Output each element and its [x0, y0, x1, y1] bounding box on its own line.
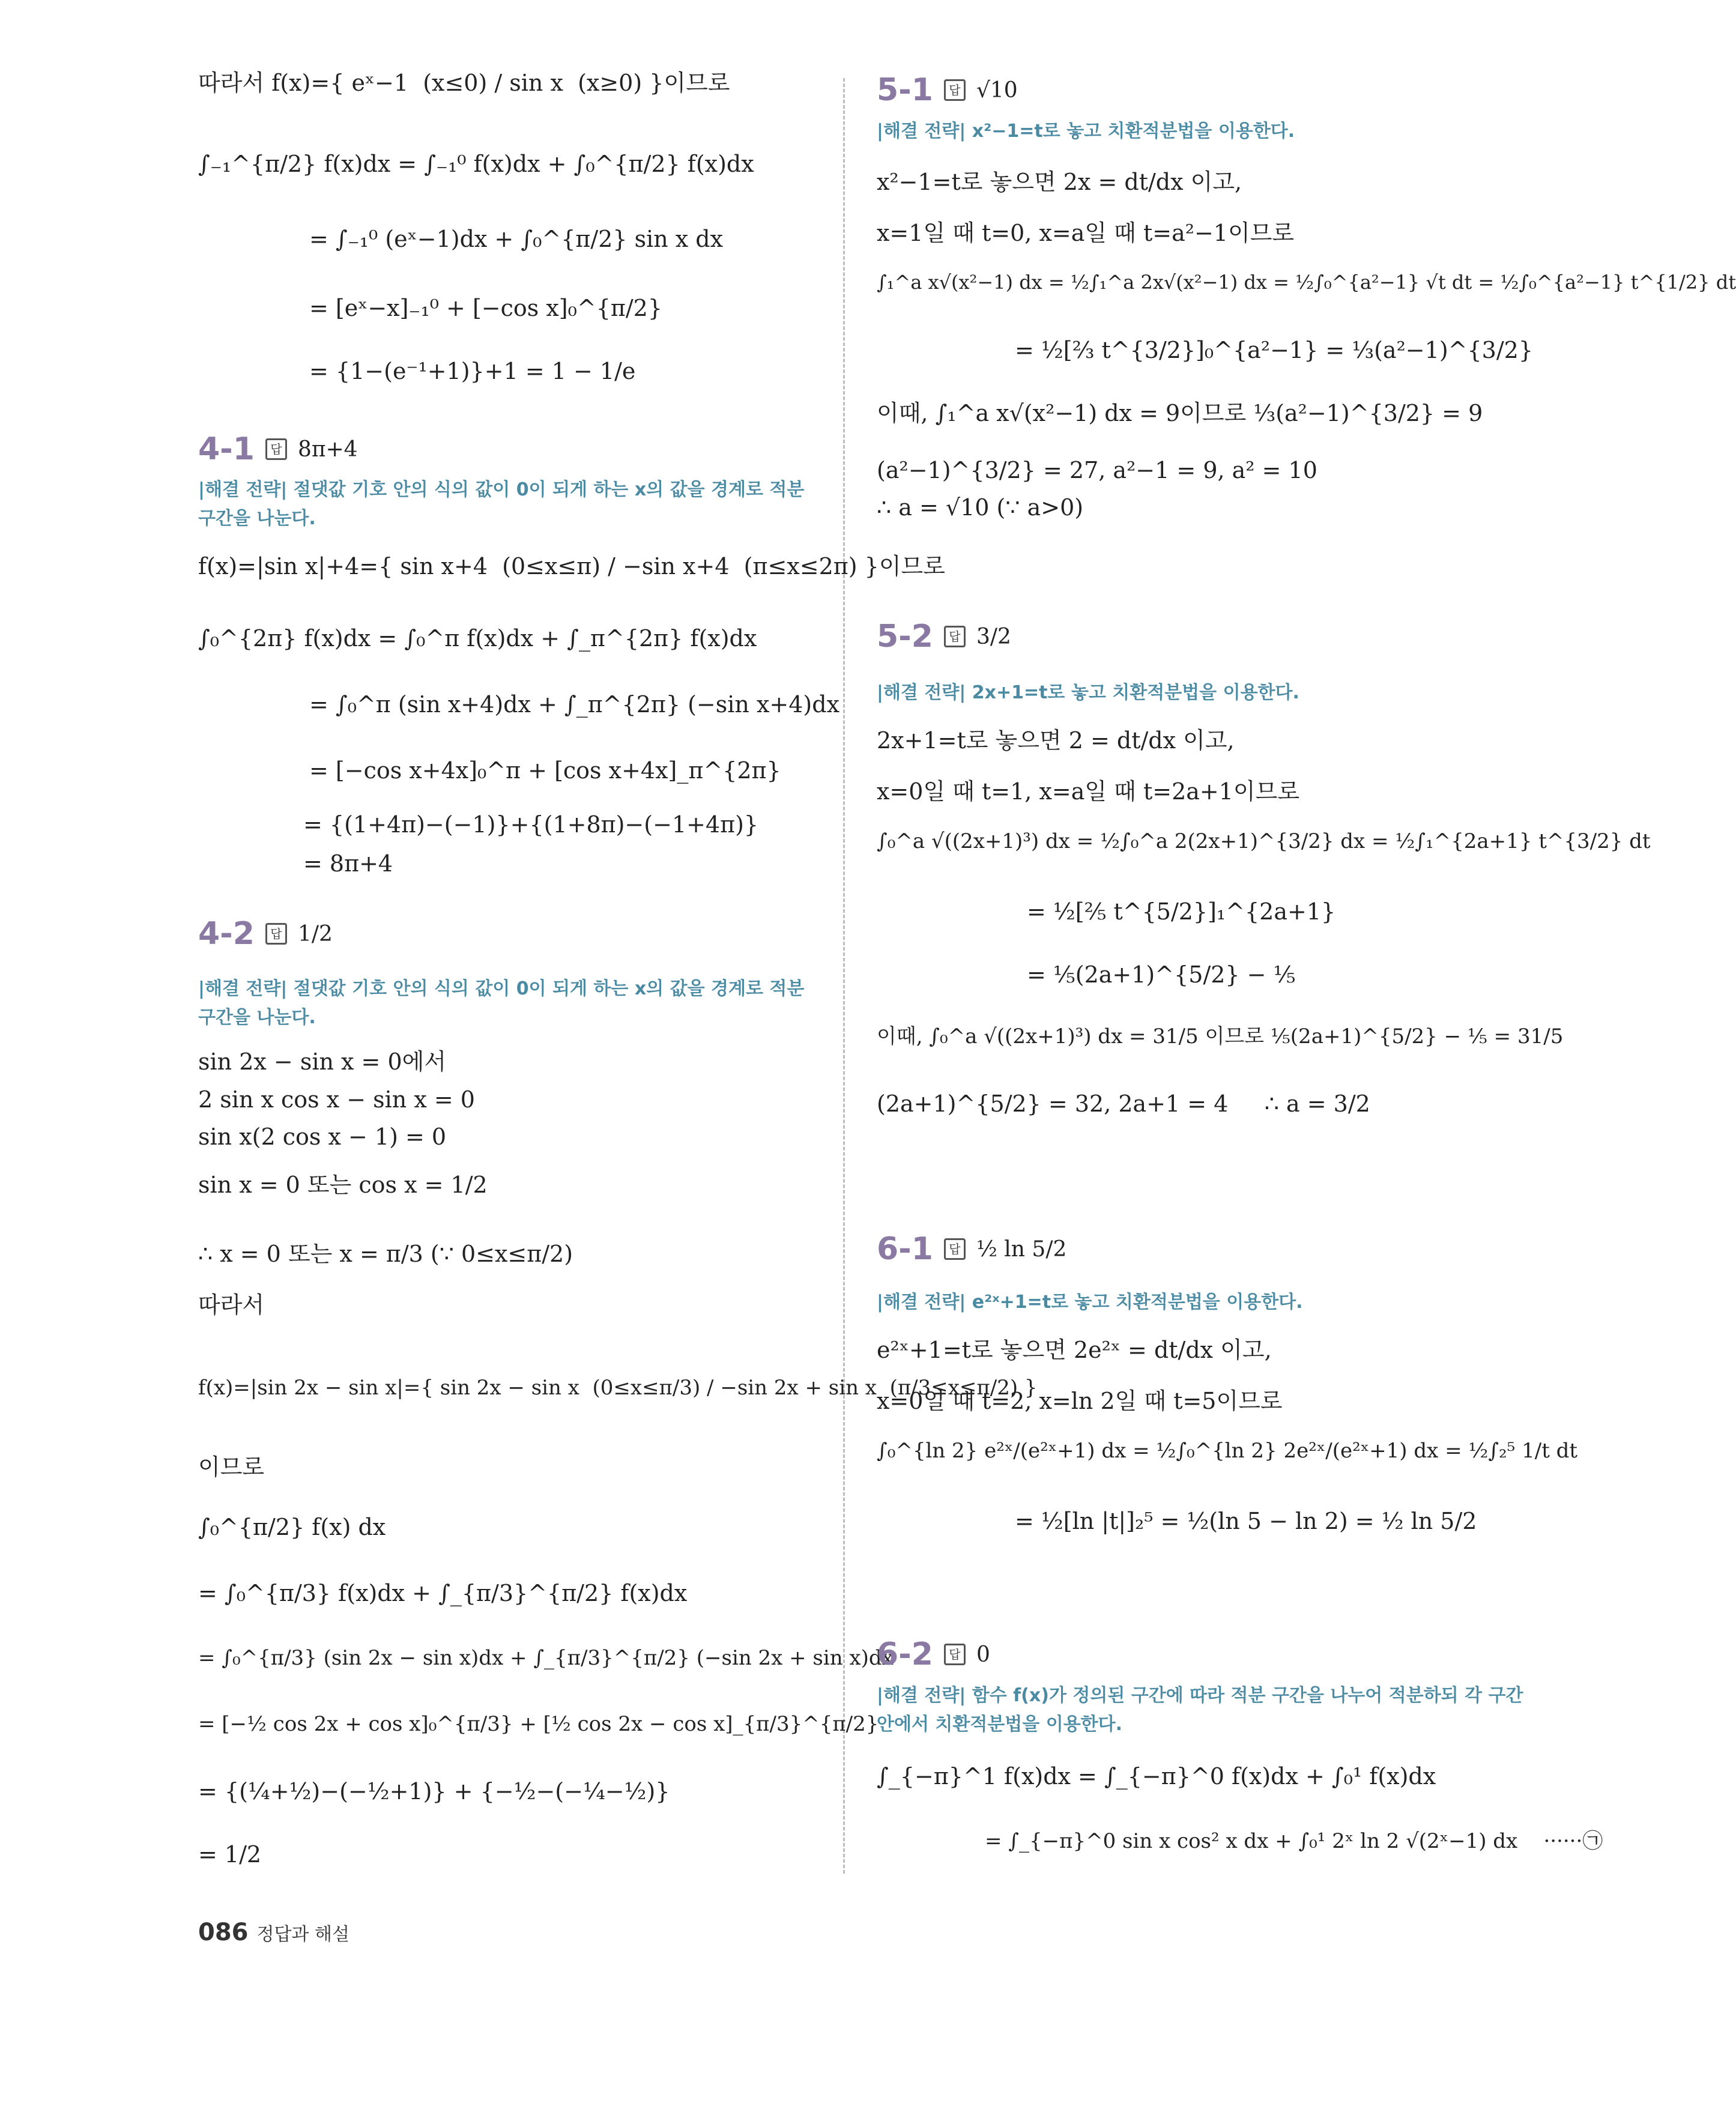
math-line: = ∫₀^{π/3} (sin 2x − sin x)dx + ∫_{π/3}^{π/2} (−sin 2x + sin x)dx: [198, 1646, 894, 1670]
math-line: ∫_{−π}^1 f(x)dx = ∫_{−π}^0 f(x)dx + ∫₀¹ f(x)dx: [877, 1763, 1436, 1790]
math-line: = ∫₋₁⁰ (eˣ−1)dx + ∫₀^{π/2} sin x dx: [309, 226, 724, 252]
answer-value: 0: [976, 1642, 990, 1667]
math-line: x²−1=t로 놓으면 2x = dt/dx 이고,: [877, 169, 1242, 195]
math-line: = ½[⅖ t^{5/2}]₁^{2a+1}: [1027, 898, 1336, 925]
math-line: 이때, ∫₀^a √((2x+1)³) dx = 31/5 이므로 ⅕(2a+1)^{5/2} − ⅕ = 31/5: [877, 1024, 1564, 1048]
problem-number: 5-1: [877, 72, 933, 108]
page-footer: [198, 1919, 349, 1946]
answer-value: 1/2: [297, 921, 333, 946]
math-line: x=1일 때 t=0, x=a일 때 t=a²−1이므로: [877, 220, 1295, 246]
math-line: ∫₀^{π/2} f(x) dx: [198, 1514, 386, 1540]
page-number: 086: [198, 1919, 249, 1946]
column-divider: [843, 78, 845, 1874]
math-line: = ∫₀^{π/3} f(x)dx + ∫_{π/3}^{π/2} f(x)dx: [198, 1580, 688, 1606]
math-line: = ∫_{−π}^0 sin x cos² x dx + ∫₀¹ 2ˣ ln 2 √(2ˣ−1) dx ······㉠: [985, 1829, 1603, 1853]
math-line: = [eˣ−x]₋₁⁰ + [−cos x]₀^{π/2}: [309, 295, 662, 321]
answer-icon: 답: [265, 923, 287, 945]
math-line: 따라서: [198, 1292, 265, 1318]
answer-icon: 답: [944, 1238, 966, 1260]
problem-number: 5-2: [877, 619, 933, 655]
math-line: (2a+1)^{5/2} = 32, 2a+1 = 4 ∴ a = 3/2: [877, 1091, 1370, 1117]
problem-number: 4-2: [198, 916, 255, 952]
problem-number: 4-1: [198, 431, 255, 467]
section-header-6-1: [877, 1231, 1066, 1267]
section-header-4-2: [198, 916, 333, 952]
answer-value: 8π+4: [297, 437, 358, 462]
math-line: f(x)=|sin 2x − sin x|={ sin 2x − sin x (0≤x≤π/3) / −sin 2x + sin x (π/3≤x≤π/2) }: [198, 1376, 1038, 1400]
math-line: 이므로: [198, 1454, 265, 1480]
math-line: (a²−1)^{3/2} = 27, a²−1 = 9, a² = 10: [877, 457, 1317, 483]
math-line: sin 2x − sin x = 0에서: [198, 1048, 447, 1075]
math-line: x=0일 때 t=1, x=a일 때 t=2a+1이므로: [877, 778, 1300, 805]
answer-value: 3/2: [976, 624, 1011, 649]
math-line: 따라서 f(x)={ eˣ−1 (x≤0) / sin x (x≥0) }이므로: [198, 70, 730, 96]
math-line: 이때, ∫₁^a x√(x²−1) dx = 9이므로 ⅓(a²−1)^{3/2} = 9: [877, 400, 1483, 426]
solution-strategy: |해결 전략| e²ˣ+1=t로 놓고 치환적분법을 이용한다.: [877, 1292, 1303, 1313]
math-line: ∴ x = 0 또는 x = π/3 (∵ 0≤x≤π/2): [198, 1241, 573, 1267]
answer-value: √10: [976, 77, 1018, 103]
math-line: f(x)=|sin x|+4={ sin x+4 (0≤x≤π) / −sin x+4 (π≤x≤2π) }이므로: [198, 553, 945, 579]
solution-strategy: |해결 전략| x²−1=t로 놓고 치환적분법을 이용한다.: [877, 121, 1295, 142]
math-line: = ½[ln |t|]₂⁵ = ½(ln 5 − ln 2) = ½ ln 5/2: [1015, 1508, 1477, 1534]
math-line: = {1−(e⁻¹+1)}+1 = 1 − 1/e: [309, 358, 636, 384]
math-line: sin x(2 cos x − 1) = 0: [198, 1124, 447, 1150]
answer-value: ½ ln 5/2: [976, 1236, 1067, 1262]
section-header-5-2: [877, 619, 1011, 655]
math-line: = [−½ cos 2x + cos x]₀^{π/3} + [½ cos 2x − cos x]_{π/3}^{π/2}: [198, 1712, 879, 1736]
math-line: ∴ a = √10 (∵ a>0): [877, 494, 1084, 521]
answer-icon: 답: [944, 1644, 966, 1665]
answer-icon: 답: [944, 79, 966, 101]
math-line: = 1/2: [198, 1841, 262, 1868]
math-line: x=0일 때 t=2, x=ln 2일 때 t=5이므로: [877, 1388, 1283, 1414]
math-line: ∫₋₁^{π/2} f(x)dx = ∫₋₁⁰ f(x)dx + ∫₀^{π/2} f(x)dx: [198, 151, 754, 177]
solution-strategy: |해결 전략| 절댓값 기호 안의 식의 값이 0이 되게 하는 x의 값을 경계로 적분 구간을 나눈다.: [198, 479, 805, 529]
section-header-5-1: [877, 72, 1018, 108]
math-line: ∫₀^a √((2x+1)³) dx = ½∫₀^a 2(2x+1)^{3/2} dx = ½∫₁^{2a+1} t^{3/2} dt: [877, 829, 1651, 853]
math-line: = {(1+4π)−(−1)}+{(1+8π)−(−1+4π)}: [303, 811, 759, 838]
solution-strategy: |해결 전략| 절댓값 기호 안의 식의 값이 0이 되게 하는 x의 값을 경계로 적분 구간을 나눈다.: [198, 978, 805, 1028]
math-line: ∫₀^{ln 2} e²ˣ/(e²ˣ+1) dx = ½∫₀^{ln 2} 2e²ˣ/(e²ˣ+1) dx = ½∫₂⁵ 1/t dt: [877, 1439, 1578, 1463]
solution-strategy: |해결 전략| 2x+1=t로 놓고 치환적분법을 이용한다.: [877, 682, 1299, 703]
math-line: 2x+1=t로 놓으면 2 = dt/dx 이고,: [877, 727, 1235, 754]
section-header-4-1: [198, 431, 358, 467]
math-line: = 8π+4: [303, 850, 393, 877]
math-line: = {(¼+½)−(−½+1)} + {−½−(−¼−½)}: [198, 1778, 670, 1805]
math-line: e²ˣ+1=t로 놓으면 2e²ˣ = dt/dx 이고,: [877, 1337, 1272, 1363]
solution-strategy: |해결 전략| 함수 f(x)가 정의된 구간에 따라 적분 구간을 나누어 적분하되 각 구간 안에서 치환적분법을 이용한다.: [877, 1685, 1523, 1735]
page-footer-title: 정답과 해설: [256, 1924, 349, 1945]
problem-number: 6-1: [877, 1231, 933, 1267]
math-line: ∫₁^a x√(x²−1) dx = ½∫₁^a 2x√(x²−1) dx = ½∫₀^{a²−1} √t dt = ½∫₀^{a²−1} t^{1/2} dt: [877, 271, 1736, 294]
math-line: = ∫₀^π (sin x+4)dx + ∫_π^{2π} (−sin x+4)dx: [309, 691, 839, 718]
math-line: sin x = 0 또는 cos x = 1/2: [198, 1172, 488, 1198]
math-line: = [−cos x+4x]₀^π + [cos x+4x]_π^{2π}: [309, 757, 781, 784]
answer-icon: 답: [265, 438, 287, 460]
math-line: ∫₀^{2π} f(x)dx = ∫₀^π f(x)dx + ∫_π^{2π} f(x)dx: [198, 625, 757, 652]
math-line: = ⅕(2a+1)^{5/2} − ⅕: [1027, 961, 1296, 988]
math-line: 2 sin x cos x − sin x = 0: [198, 1086, 475, 1113]
problem-number: 6-2: [877, 1636, 933, 1672]
math-line: = ½[⅔ t^{3/2}]₀^{a²−1} = ⅓(a²−1)^{3/2}: [1015, 337, 1533, 363]
answer-icon: 답: [944, 626, 966, 647]
section-header-6-2: [877, 1636, 990, 1672]
